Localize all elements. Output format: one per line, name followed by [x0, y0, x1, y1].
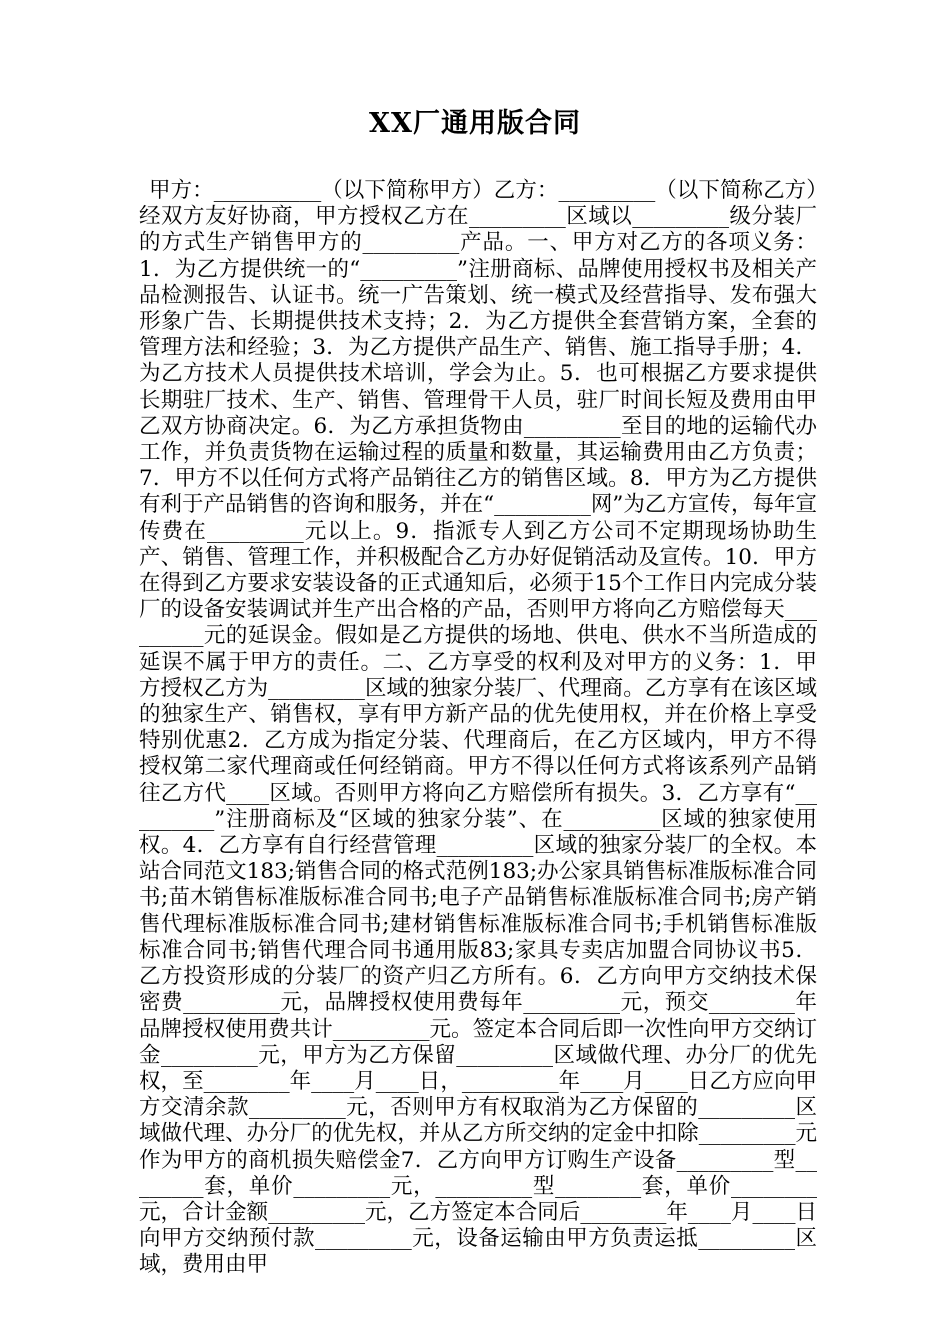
document-title: XX厂通用版合同 — [369, 108, 581, 139]
document-body: 甲方：__________（以下简称甲方）乙方：_________（以下简称乙方）经双方友好协商，甲方授权乙方在_________区域以_________级分装厂的方式生产销售甲方的_________产品。一、甲方对乙方的各项义务：1．为乙方提供统一的“_________”注册商标、品牌使用授权书及相关产品检测报告、认证书。统一广告策划、统一模式及经营指导、发布强大形象广告、长期提供技术支持；2．为乙方提供全套营销方案，全套的管理方法和经验；3．为乙方提供产品生产、销售、施工指导手册；4．为乙方技术人员提供技术培训，学会为止。5．也可根据乙方要求提供长期驻厂技术、生产、销售、管理骨干人员，驻厂时间长短及费用由甲乙双方协商决定。6．为乙方承担货物由_________至目的地的运输代办工作，并负责货物在运输过程的质量和数量，其运输费用由乙方负责；7．甲方不以任何方式将产品销往乙方的销售区域。8．甲方为乙方提供有利于产品销售的咨询和服务，并在“_________网”为乙方宣传，每年宣传费在_________元以上。9．指派专人到乙方公司不定期现场协助生产、销售、管理工作，并积极配合乙方办好促销活动及宣传。10．甲方在得到乙方要求安装设备的正式通知后，必须于15个工作日内完成分装厂的设备安装调试并生产出合格的产品，否则甲方将向乙方赔偿每天_________元的延误金。假如是乙方提供的场地、供电、供水不当所造成的延误不属于甲方的责任。二、乙方享受的权利及对甲方的义务：1．甲方授权乙方为_________区域的独家分装厂、代理商。乙方享有在该区域的独家生产、销售权，享有甲方新产品的优先使用权，并在价格上享受特别优惠2．乙方成为指定分装、代理商后，在乙方区域内，甲方不得授权第二家代理商或任何经销商。甲方不得以任何方式将该系列产品销往乙方代____区域。否则甲方将向乙方赔偿所有损失。3．乙方享有“_________”注册商标及“区域的独家分装”、在_________区域的独家使用权。4．乙方享有自行经营管理_________区域的独家分装厂的全权。本站合同范文183;销售合同的格式范例183;办公家具销售标准版标准合同书;苗木销售标准版标准合同书;电子产品销售标准版标准合同书;房产销售代理标准版标准合同书;建材销售标准版标准合同书;手机销售标准版标准合同书;销售代理合同书通用版83;家具专卖店加盟合同协议书5．乙方投资形成的分装厂的资产归乙方所有。6．乙方向甲方交纳技术保密费_________元，品牌授权使用费每年_________元，预交________年品牌授权使用费共计_________元。签定本合同后即一次性向甲方交纳订金_________元，甲方为乙方保留_________区域做代理、办分厂的优先权，至________年____月____日，_________年____月____日乙方应向甲方交清余款_________元，否则甲方有权取消为乙方保留的_________区域做代理、办分厂的优先权，并从乙方所交纳的定金中扣除_________元作为甲方的商机损失赔偿金7．乙方向甲方订购生产设备_________型________套，单价_________元，_________型________套，单价________元，合计金额_________元，乙方签定本合同后________年____月____日向甲方交纳预付款_________元，设备运输由甲方负责运抵_________区域，费用由甲 — [139, 178, 817, 1278]
